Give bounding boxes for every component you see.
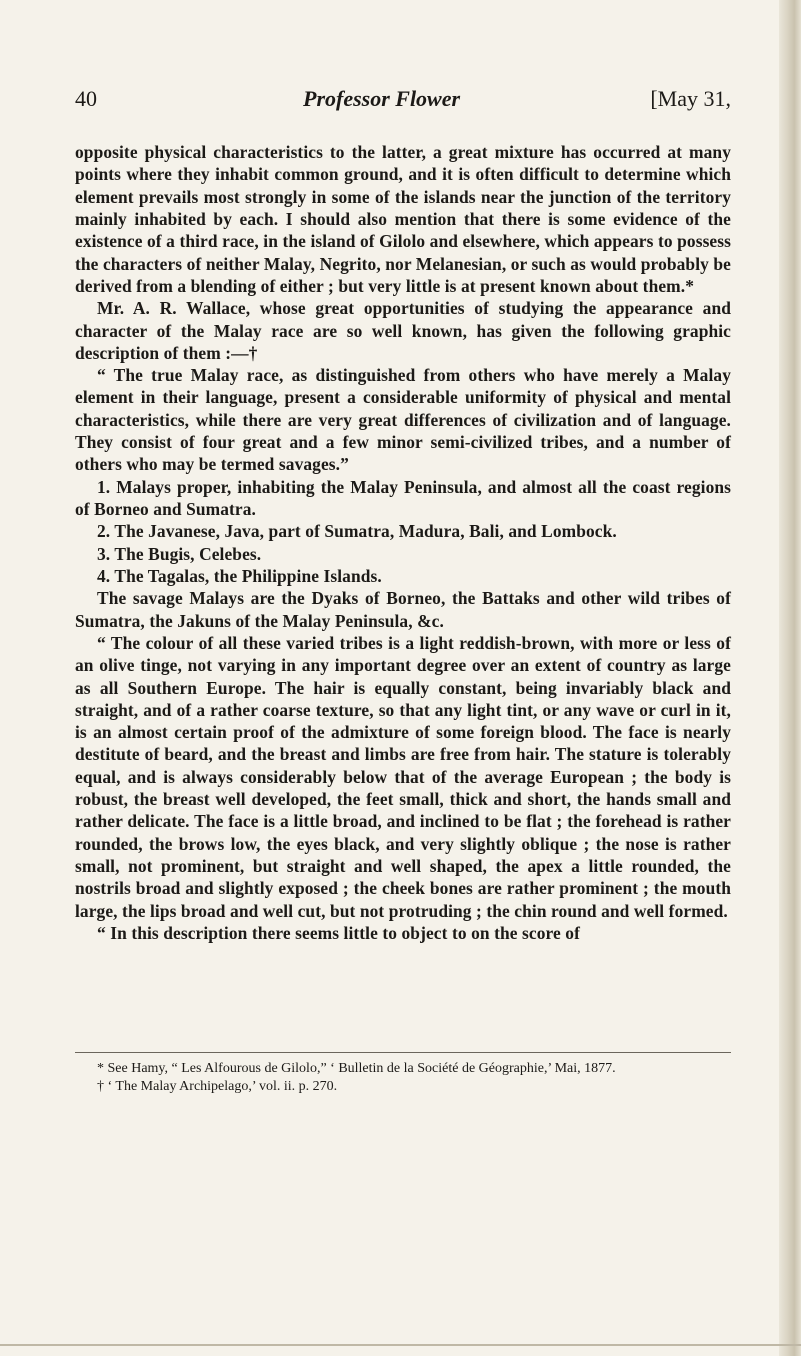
paragraph: “ In this description there seems little to object to on the score of <box>97 922 580 943</box>
page-number: 40 <box>75 86 97 111</box>
paragraph: Mr. A. R. Wallace, whose great opportunities of studying the appearance and character of the Malay race are so well known, has given the following graphic description of them :—† <box>75 298 731 363</box>
paragraph: “ The true Malay race, as distinguished from others who have merely a Malay element in their language, present a considerable uniformity of physical and mental characteristics, while there are very great differences of civilization and of language. They consist of four great and a few minor semi-civilized tribes, and a number of others who may be termed savages.” <box>75 365 731 475</box>
running-header <box>75 86 731 116</box>
running-title: Professor Flower <box>303 86 461 111</box>
body-text <box>75 141 731 944</box>
paragraph: “ The colour of all these varied tribes is a light reddish-brown, with more or less of an olive tinge, not varying in any important degree over an extent of country as large as all Southern Europe. The hair is equally constant, being invariably black and straight, and of a rather coarse texture, so that any light tint, or any wave or curl in it, is an almost certain proof of the admixture of some foreign blood. The face is nearly destitute of beard, and the breast and limbs are free from hair. The stature is tolerably equal, and is always considerably below that of the average European ; the body is robust, the breast well developed, the feet small, thick and short, the hands small and rather delicate. The face is a little broad, and inclined to be flat ; the forehead is rather rounded, the brows low, the eyes black, and very slightly oblique ; the nose is rather small, not prominent, but straight and well shaped, the apex a little rounded, the nostrils broad and slightly exposed ; the cheek bones are rather prominent ; the mouth large, the lips broad and well cut, but not protruding ; the chin round and well formed. <box>75 632 731 921</box>
footnote: † ‘ The Malay Archipelago,’ vol. ii. p. 270. <box>97 1079 338 1094</box>
list-item: 2. The Javanese, Java, part of Sumatra, Madura, Bali, and Lombock. <box>97 521 617 542</box>
paragraph: opposite physical characteristics to the latter, a great mixture has occurred at many points where they inhabit common ground, and it is often difficult to determine which element prevails most strongly in some of the islands near the junction of the territory mainly inhabited by each. I should also mention that there is some evidence of the existence of a third race, in the island of Gilolo and elsewhere, which appears to possess the characters of neither Malay, Negrito, nor Melanesian, or such as would probably be derived from a blending of either ; but very little is at present known about them.* <box>75 142 731 296</box>
footnote-rule <box>75 1052 731 1053</box>
paragraph: The savage Malays are the Dyaks of Borneo, the Battaks and other wild tribes of Sumatra, the Jakuns of the Malay Peninsula, &c. <box>75 588 731 631</box>
page-binding-edge <box>779 0 801 1356</box>
page-bottom-edge <box>0 1344 801 1346</box>
header-date: [May 31, <box>650 86 731 111</box>
footnote: * See Hamy, “ Les Alfourous de Gilolo,” ‘ Bulletin de la Société de Géographie,’ Mai, 1877. <box>97 1061 616 1076</box>
list-item: 3. The Bugis, Celebes. <box>97 543 262 564</box>
list-item: 4. The Tagalas, the Philippine Islands. <box>97 565 382 586</box>
list-item: 1. Malays proper, inhabiting the Malay Peninsula, and almost all the coast regions of Borneo and Sumatra. <box>75 476 731 519</box>
footnotes <box>75 1060 731 1096</box>
